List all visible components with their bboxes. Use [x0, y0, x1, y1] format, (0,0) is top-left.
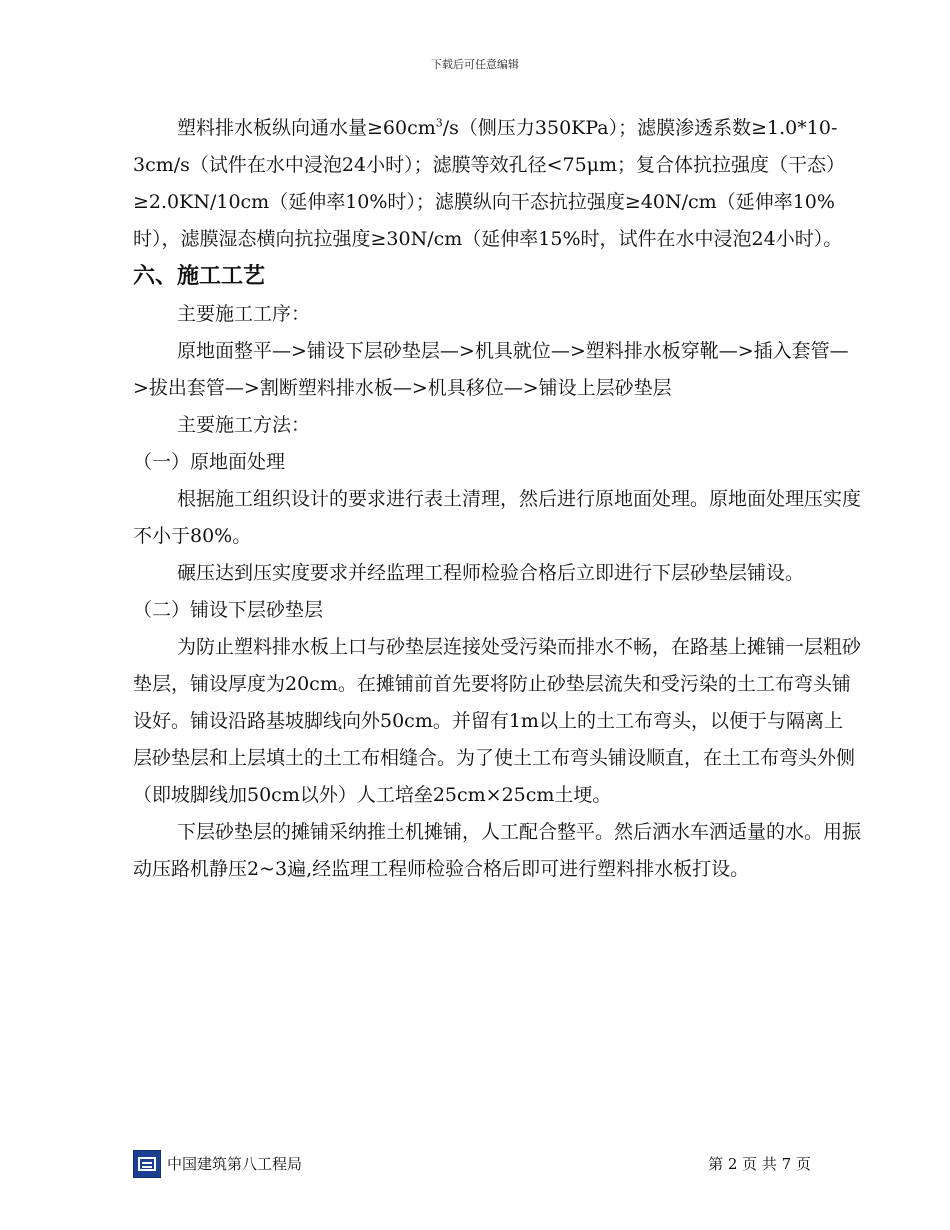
paragraph-main-method-label: 主要施工方法：	[177, 414, 311, 436]
page-number: 第 2 页 共 7 页	[708, 1155, 811, 1173]
paragraph-procedure-steps: 原地面整平—>铺设下层砂垫层—>机具就位—>塑料排水板穿靴—>插入套管—>拔出套管—>割断塑料排水板—>机具移位—>铺设上层砂垫层	[133, 340, 849, 399]
page-footer	[133, 1150, 861, 1180]
cscec-logo-icon	[133, 1150, 161, 1178]
paragraph-specs-part2: /s（侧压力350KPa）；滤膜渗透系数≥1.0*10-3cm/s（试件在水中浸泡24小时）；滤膜等效孔径<75μm；复合体抗拉强度（干态）≥2.0KN/10cm（延伸率10%时）；滤膜纵向干态抗拉强度≥40N/cm（延伸率10%时），滤膜湿态横向抗拉强度≥30N/cm（延伸率15%时，试件在水中浸泡24小时）。	[133, 117, 846, 250]
subheading-1: （一）原地面处理	[133, 451, 286, 473]
paragraph-specs-part1: 塑料排水板纵向通水量≥60cm	[177, 117, 436, 139]
paragraph-spreading: 下层砂垫层的摊铺采纳推土机摊铺，人工配合整平。然后洒水车洒适量的水。用振动压路机静压2~3遍,经监理工程师检验合格后即可进行塑料排水板打设。	[133, 821, 862, 880]
header-note: 下载后可任意编辑	[431, 58, 519, 71]
subheading-2: （二）铺设下层砂垫层	[133, 599, 324, 621]
section-heading-6: 六、施工工艺	[133, 264, 266, 289]
paragraph-specs	[133, 110, 861, 258]
paragraph-main-procedure-label: 主要施工工序：	[177, 303, 311, 325]
company-name: 中国建筑第八工程局	[167, 1155, 303, 1173]
paragraph-ground-treatment: 根据施工组织设计的要求进行表土清理，然后进行原地面处理。原地面处理压实度不小于80%。	[133, 488, 862, 547]
superscript-3: 3	[435, 116, 443, 130]
document-body	[133, 110, 861, 888]
paragraph-sand-cushion: 为防止塑料排水板上口与砂垫层连接处受污染而排水不畅，在路基上摊铺一层粗砂垫层，铺设厚度为20cm。在摊铺前首先要将防止砂垫层流失和受污染的土工布弯头铺设好。铺设沿路基坡脚线向外50cm。并留有1m以上的土工布弯头，以便于与隔离上层砂垫层和上层填土的土工布相缝合。为了使土工布弯头铺设顺直，在土工布弯头外侧（即坡脚线加50cm以外）人工培垒25cm×25cm土埂。	[133, 636, 862, 806]
paragraph-compaction: 碾压达到压实度要求并经监理工程师检验合格后立即进行下层砂垫层铺设。	[177, 562, 805, 584]
